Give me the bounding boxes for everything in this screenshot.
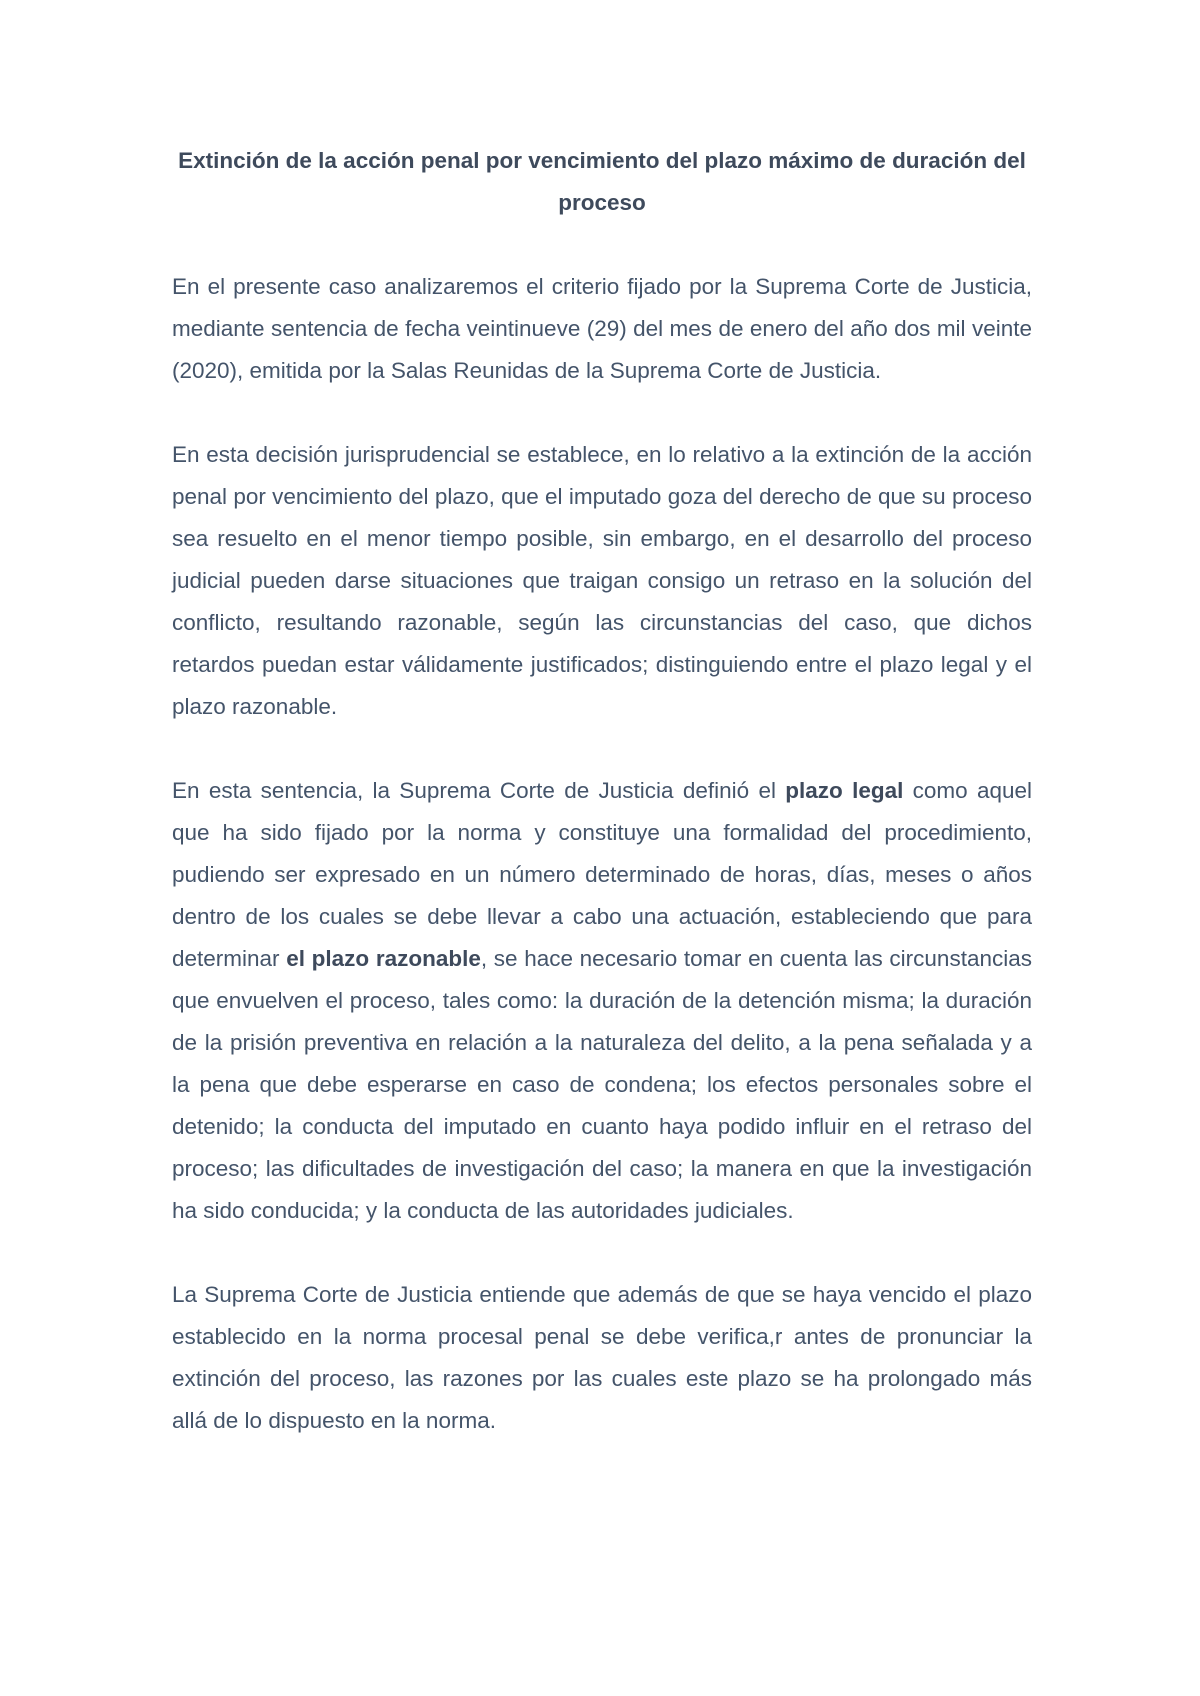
- document-title: Extinción de la acción penal por vencimiento del plazo máximo de duración del proceso: [178, 148, 1026, 215]
- paragraph-definitions-text-2: como aquel que ha sido fijado por la norma y constituye una formalidad del procedimiento, pudiendo ser expresado en un número determinado de horas, días, meses o años dentro de los cuales se debe llevar a cabo una actuación, estableciendo que para determinar: [172, 778, 1033, 971]
- paragraph-intro: En el presente caso analizaremos el criterio fijado por la Suprema Corte de Justicia, mediante sentencia de fecha veintinueve (29) del mes de enero del año dos mil veinte (2020), emitida por la Salas Reunidas de la Suprema Corte de Justicia.: [172, 274, 1032, 383]
- paragraph-definitions-text-3: , se hace necesario tomar en cuenta las circunstancias que envuelven el proceso, tales como: la duración de la detención misma; la duración de la prisión preventiva en relación a la naturaleza del delito, a la pena señalada y a la pena que debe esperarse en caso de condena; los efectos personales sobre el detenido; la conducta del imputado en cuanto haya podido influir en el retraso del proceso; las dificultades de investigación del caso; la manera en que la investigación ha sido conducida; y la conducta de las autoridades judiciales.: [172, 946, 1032, 1223]
- paragraph-conclusion: La Suprema Corte de Justicia entiende que además de que se haya vencido el plazo establecido en la norma procesal penal se debe verifica,r antes de pronunciar la extinción del proceso, las razones por las cuales este plazo se ha prolongado más allá de lo dispuesto en la norma.: [172, 1282, 1032, 1433]
- paragraph-definitions: [172, 770, 1032, 1232]
- paragraph-decision: En esta decisión jurisprudencial se establece, en lo relativo a la extinción de la acción penal por vencimiento del plazo, que el imputado goza del derecho de que su proceso sea resuelto en el menor tiempo posible, sin embargo, en el desarrollo del proceso judicial pueden darse situaciones que traigan consigo un retraso en la solución del conflicto, resultando razonable, según las circunstancias del caso, que dichos retardos puedan estar válidamente justificados; distinguiendo entre el plazo legal y el plazo razonable.: [172, 442, 1032, 719]
- paragraph-definitions-text-1: En esta sentencia, la Suprema Corte de Justicia definió el: [172, 778, 786, 803]
- term-plazo-razonable: el plazo razonable: [286, 946, 481, 971]
- term-plazo-legal: plazo legal: [785, 778, 904, 803]
- document-page: [172, 140, 1032, 1442]
